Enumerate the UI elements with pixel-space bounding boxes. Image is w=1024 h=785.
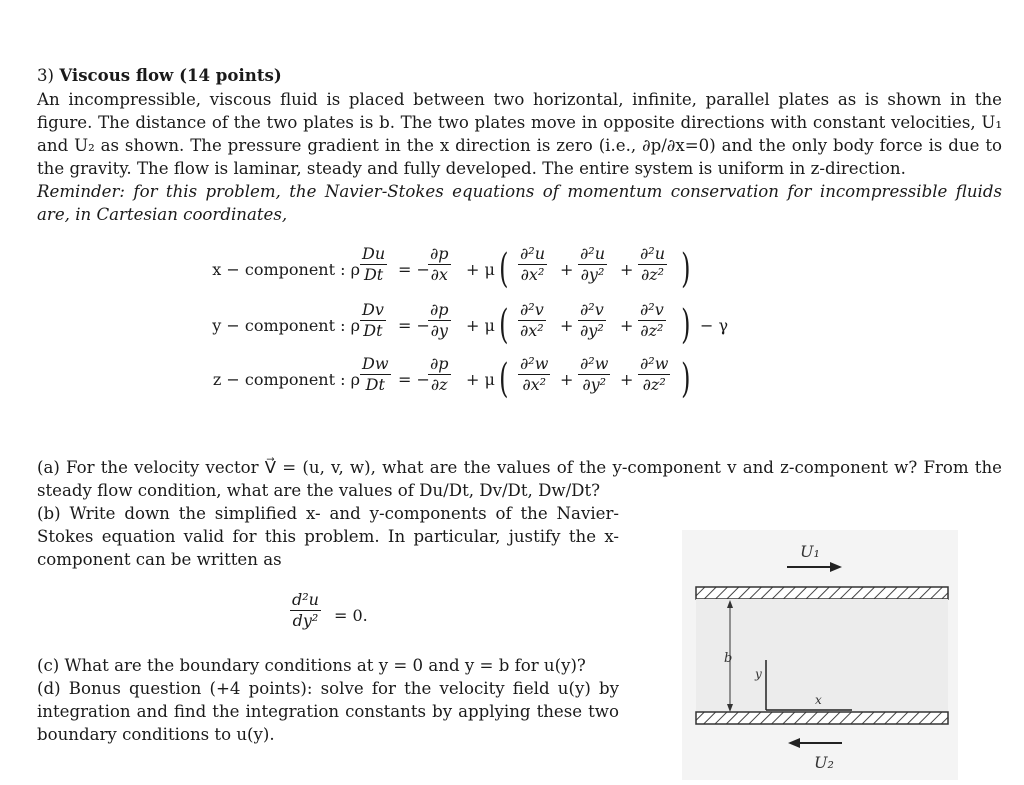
equation-z-component [212,354,820,410]
term2-fraction [578,244,607,285]
term1-fraction [518,300,546,341]
term1-numerator: ∂²v [520,300,544,319]
y-axis-label: y [755,667,762,681]
gamma-term: − γ [700,316,729,335]
pressure-numerator: ∂p [430,354,449,373]
equals-minus: = − [398,370,430,389]
simplified-rhs: = 0. [334,606,368,625]
lhs-fraction [360,300,386,341]
reminder-text: Reminder: for this problem, the Navier-Stokes equations of momentum conservation for incompressible fluids are, in Cartesian coordinates, [37,182,1002,224]
top-arrow-head [830,562,842,572]
problem-title: Viscous flow (14 points) [59,65,282,85]
problem-number: 3) [37,66,60,85]
term2-denominator: ∂y² [580,265,605,284]
bottom-plate [696,712,948,724]
lhs-denominator: Dt [365,375,385,394]
pressure-denominator: ∂z [430,375,448,394]
term3-denominator: ∂z² [640,265,665,284]
term3-numerator: ∂²u [640,244,665,263]
pressure-fraction [428,244,451,285]
lhs-fraction [360,244,387,285]
plus-sign: + [620,316,634,335]
top-plate [696,587,948,599]
equation-label: z − component : ρ [212,370,360,389]
term1-numerator: ∂²w [520,354,549,373]
equation-y-component [212,300,820,356]
term3-numerator: ∂²w [640,354,669,373]
lhs-denominator: Dt [363,321,383,340]
left-paren: ( [499,356,509,402]
question-c: (c) What are the boundary conditions at y = 0 and y = b for u(y)? [37,656,586,675]
term1-denominator: ∂x² [520,321,544,340]
lhs-numerator: Du [362,244,386,263]
term2-numerator: ∂²w [580,354,609,373]
plus-sign: + [560,260,574,279]
plus-sign: + [620,370,634,389]
left-paren: ( [499,302,509,348]
term3-numerator: ∂²v [640,300,664,319]
equation-label: x − component : ρ [212,260,360,279]
lhs-numerator: Dv [362,300,384,319]
term2-fraction [578,300,606,341]
term1-fraction [518,244,547,285]
pressure-numerator: ∂p [430,244,449,263]
pressure-denominator: ∂y [430,321,448,340]
term1-fraction [518,354,550,395]
simplified-equation [290,590,380,640]
plates-diagram [682,530,958,780]
lhs-numerator: Dw [362,354,389,373]
simplified-denominator: dy² [292,611,319,630]
equation-x-component [212,244,820,300]
left-paren: ( [499,246,509,292]
term1-numerator: ∂²u [520,244,545,263]
gap-label: b [724,651,733,666]
pressure-numerator: ∂p [430,300,449,319]
plus-mu: + μ [466,316,495,335]
plus-sign: + [560,370,574,389]
equals-minus: = − [398,316,430,335]
problem-heading [37,64,1002,87]
plus-sign: + [620,260,634,279]
fluid-region [696,599,948,712]
term2-denominator: ∂y² [580,321,604,340]
plus-mu: + μ [466,260,495,279]
plus-sign: + [560,316,574,335]
term1-denominator: ∂x² [522,375,547,394]
term3-fraction [638,244,667,285]
bottom-arrow-head [788,738,800,748]
plates-figure [682,530,958,780]
term3-denominator: ∂z² [642,375,666,394]
term3-fraction [638,300,666,341]
term2-numerator: ∂²v [580,300,604,319]
term2-numerator: ∂²u [580,244,605,263]
pressure-denominator: ∂x [430,265,448,284]
question-b: (b) Write down the simplified x- and y-components of the Navier-Stokes equation valid for this problem. In particular, justify the x-component can be written as [37,504,619,569]
equals-minus: = − [398,260,430,279]
term3-denominator: ∂z² [640,321,664,340]
plus-mu: + μ [466,370,495,389]
bottom-velocity-label: U₂ [814,753,834,772]
simplified-fraction [290,590,321,631]
pressure-fraction [428,354,451,395]
equation-label: y − component : ρ [212,316,360,335]
x-axis-label: x [815,693,822,707]
question-d: (d) Bonus question (+4 points): solve for the velocity field u(y) by integration and find the integration constants by applying these two boundary conditions to u(y). [37,679,619,744]
right-paren: ) [681,246,691,292]
term2-denominator: ∂y² [582,375,607,394]
top-velocity-label: U₁ [800,542,820,561]
question-a: (a) For the velocity vector V⃗ = (u, v, w), what are the values of the y-component v and z-component w? From the steady flow condition, what are the values of Du/Dt, Dv/Dt, Dw/Dt? [37,458,1002,500]
term2-fraction [578,354,610,395]
lhs-fraction [360,354,391,395]
term3-fraction [638,354,670,395]
pressure-fraction [428,300,451,341]
term1-denominator: ∂x² [520,265,545,284]
right-paren: ) [681,302,691,348]
right-paren: ) [681,356,691,402]
simplified-numerator: d²u [292,590,319,609]
lhs-denominator: Dt [363,265,384,284]
problem-intro: An incompressible, viscous fluid is placed between two horizontal, infinite, parallel plates as is shown in the figure. The distance of the two plates is b. The two plates move in opposite directions with constant velocities, U₁ and U₂ as shown. The pressure gradient in the x direction is zero (i.e., ∂p/∂x=0) and the only body force is due to the gravity. The flow is laminar, steady and fully developed. The entire system is uniform in z-direction. [37,90,1002,178]
